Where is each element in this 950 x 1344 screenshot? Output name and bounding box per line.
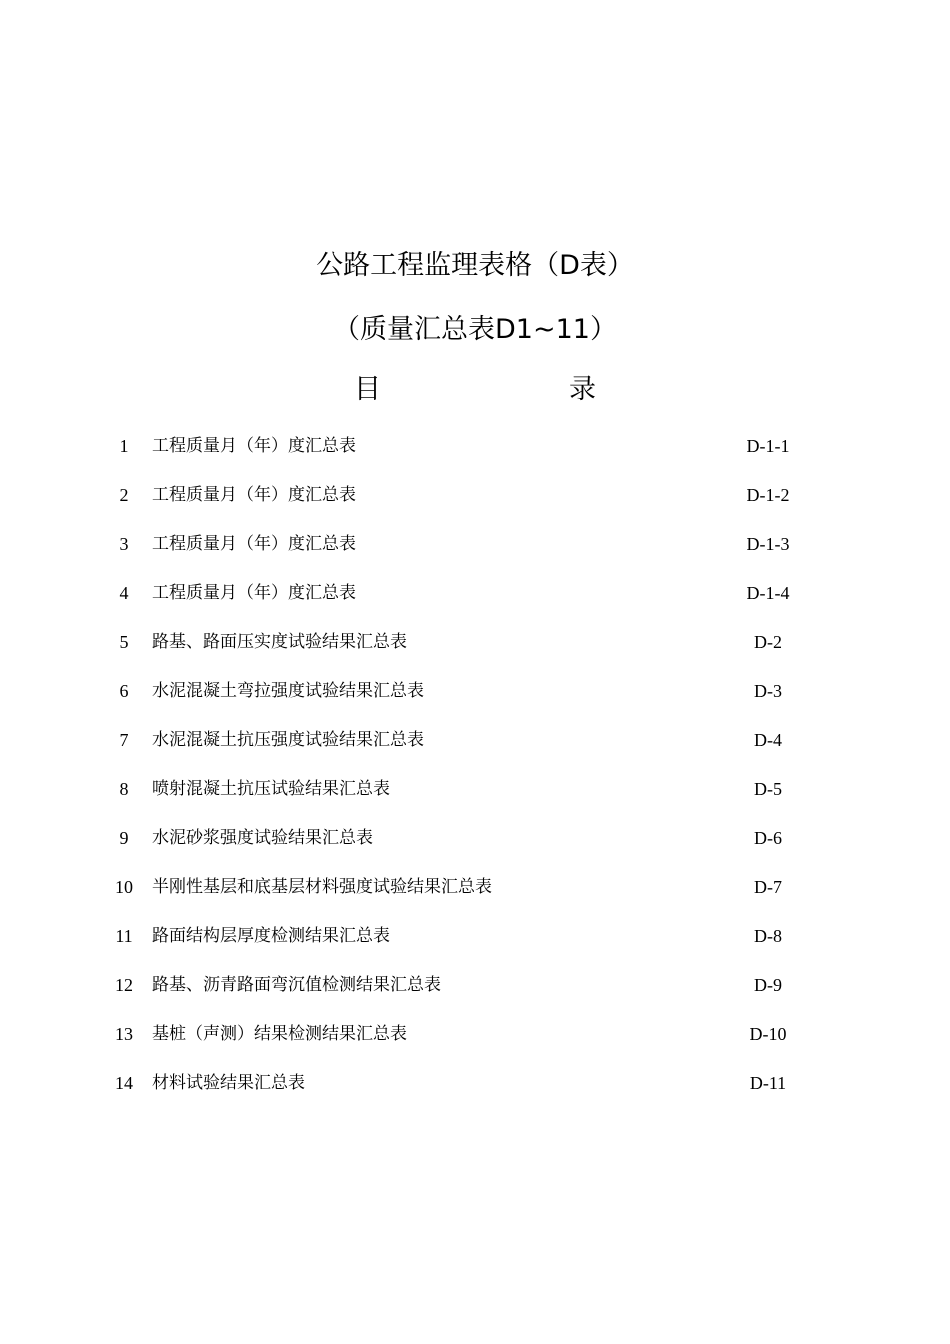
toc-item-number: 8: [119, 779, 129, 799]
toc-item: [0, 1068, 950, 1117]
toc-item: [0, 431, 950, 480]
toc-heading: [0, 373, 950, 409]
toc-item-title: 工程质量月（年）度汇总表: [152, 583, 356, 603]
toc-item: [0, 970, 950, 1019]
toc-item-number: 9: [119, 828, 129, 848]
toc-item-code: D-5: [754, 779, 782, 799]
toc-item-code: D-1-4: [746, 583, 790, 603]
toc-item: [0, 578, 950, 627]
toc-item-code: D-6: [754, 828, 782, 848]
toc-item-title: 工程质量月（年）度汇总表: [152, 534, 356, 554]
toc-item-code: D-1-1: [746, 436, 790, 456]
toc-item-number: 6: [119, 681, 129, 701]
toc-item-title: 喷射混凝土抗压试验结果汇总表: [152, 779, 390, 799]
toc-item: [0, 529, 950, 578]
toc-item-number: 7: [119, 730, 129, 750]
toc-item-number: 12: [115, 975, 133, 995]
toc-item-number: 2: [119, 485, 129, 505]
document-subtitle: （质量汇总表D1~11）: [333, 314, 617, 345]
toc-item-code: D-7: [754, 877, 782, 897]
toc-item: [0, 480, 950, 529]
document-title: 公路工程监理表格（D表）: [316, 250, 634, 281]
toc-heading-char-2: 录: [569, 374, 596, 405]
toc-item-number: 10: [115, 877, 133, 897]
toc-item-number: 4: [119, 583, 129, 603]
toc-item-title: 基桩（声测）结果检测结果汇总表: [152, 1024, 407, 1044]
toc-item: [0, 1019, 950, 1068]
toc-item-title: 工程质量月（年）度汇总表: [152, 436, 356, 456]
toc-item: [0, 627, 950, 676]
toc-item-number: 3: [119, 534, 129, 554]
toc-item-code: D-1-2: [746, 485, 790, 505]
toc-item-title: 半刚性基层和底基层材料强度试验结果汇总表: [152, 877, 492, 897]
toc-item-code: D-1-3: [746, 534, 790, 554]
toc-item-number: 1: [119, 436, 129, 456]
toc-item: [0, 921, 950, 970]
toc-item: [0, 774, 950, 823]
toc-item-code: D-8: [754, 926, 782, 946]
toc-item-number: 5: [119, 632, 129, 652]
toc-item-code: D-9: [754, 975, 782, 995]
toc-item: [0, 823, 950, 872]
toc-item-title: 路基、沥青路面弯沉值检测结果汇总表: [152, 975, 441, 995]
toc-item-code: D-3: [754, 681, 782, 701]
toc-list: [0, 431, 950, 1117]
toc-heading-char-1: 目: [354, 374, 381, 405]
toc-item-title: 水泥混凝土弯拉强度试验结果汇总表: [152, 681, 424, 701]
toc-item-code: D-11: [749, 1073, 787, 1093]
toc-item-code: D-2: [754, 632, 782, 652]
toc-item-code: D-4: [754, 730, 782, 750]
toc-item: [0, 872, 950, 921]
toc-item: [0, 725, 950, 774]
toc-item-title: 路基、路面压实度试验结果汇总表: [152, 632, 407, 652]
toc-item-number: 11: [115, 926, 133, 946]
toc-item-title: 材料试验结果汇总表: [152, 1073, 305, 1093]
toc-item-title: 工程质量月（年）度汇总表: [152, 485, 356, 505]
toc-item-title: 路面结构层厚度检测结果汇总表: [152, 926, 390, 946]
toc-item-number: 14: [115, 1073, 133, 1093]
toc-item: [0, 676, 950, 725]
toc-item-title: 水泥砂浆强度试验结果汇总表: [152, 828, 373, 848]
toc-item-title: 水泥混凝土抗压强度试验结果汇总表: [152, 730, 424, 750]
toc-item-number: 13: [115, 1024, 133, 1044]
toc-item-code: D-10: [749, 1024, 787, 1044]
